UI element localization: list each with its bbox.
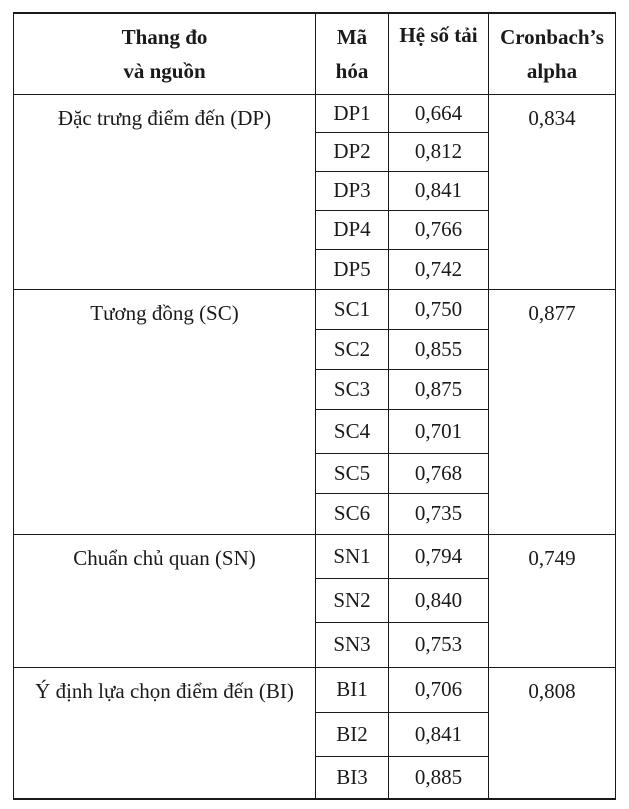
item-loading: 0,742 xyxy=(389,250,489,290)
item-loading: 0,768 xyxy=(389,454,489,494)
item-loading: 0,855 xyxy=(389,330,489,370)
table-row xyxy=(14,668,616,713)
scale-name: Đặc trưng điểm đến (DP) xyxy=(14,95,316,290)
item-code: SC1 xyxy=(316,290,389,330)
table-header xyxy=(14,13,616,95)
group-section xyxy=(14,668,616,799)
header-code-line1: Mã xyxy=(336,25,368,49)
item-loading: 0,701 xyxy=(389,410,489,454)
header-loading xyxy=(389,13,489,95)
item-loading: 0,664 xyxy=(389,95,489,133)
item-code: SC4 xyxy=(316,410,389,454)
header-code xyxy=(316,13,389,95)
table-row xyxy=(14,95,616,133)
item-loading: 0,750 xyxy=(389,290,489,330)
item-code: DP3 xyxy=(316,172,389,211)
cronbach-alpha: 0,877 xyxy=(489,290,616,535)
reliability-table xyxy=(13,12,616,800)
item-code: SN2 xyxy=(316,579,389,623)
group-section xyxy=(14,535,616,668)
item-code: SC5 xyxy=(316,454,389,494)
cronbach-alpha: 0,749 xyxy=(489,535,616,668)
item-code: DP2 xyxy=(316,133,389,172)
item-loading: 0,840 xyxy=(389,579,489,623)
header-alpha xyxy=(489,13,616,95)
group-section xyxy=(14,95,616,290)
item-loading: 0,794 xyxy=(389,535,489,579)
item-loading: 0,875 xyxy=(389,370,489,410)
table-row xyxy=(14,290,616,330)
item-code: SC3 xyxy=(316,370,389,410)
item-code: DP4 xyxy=(316,211,389,250)
item-code: BI3 xyxy=(316,757,389,799)
header-row xyxy=(14,13,616,95)
cronbach-alpha: 0,808 xyxy=(489,668,616,799)
header-alpha-line1: Cronbach’s xyxy=(500,25,604,49)
item-code: BI2 xyxy=(316,713,389,757)
item-loading: 0,735 xyxy=(389,494,489,535)
item-loading: 0,766 xyxy=(389,211,489,250)
header-loading-text: Hệ số tải xyxy=(399,23,478,47)
scale-name: Chuẩn chủ quan (SN) xyxy=(14,535,316,668)
item-loading: 0,753 xyxy=(389,623,489,668)
header-code-line2: hóa xyxy=(335,59,369,83)
cronbach-alpha: 0,834 xyxy=(489,95,616,290)
item-code: SN3 xyxy=(316,623,389,668)
table-row xyxy=(14,535,616,579)
header-scale-line2: và nguồn xyxy=(123,59,206,83)
item-code: DP1 xyxy=(316,95,389,133)
item-code: DP5 xyxy=(316,250,389,290)
header-scale xyxy=(14,13,316,95)
item-loading: 0,841 xyxy=(389,172,489,211)
group-section xyxy=(14,290,616,535)
item-loading: 0,841 xyxy=(389,713,489,757)
item-loading: 0,812 xyxy=(389,133,489,172)
header-alpha-line2: alpha xyxy=(526,59,578,83)
item-code: SN1 xyxy=(316,535,389,579)
scale-name: Ý định lựa chọn điểm đến (BI) xyxy=(14,668,316,799)
item-loading: 0,706 xyxy=(389,668,489,713)
item-code: SC2 xyxy=(316,330,389,370)
item-code: SC6 xyxy=(316,494,389,535)
item-code: BI1 xyxy=(316,668,389,713)
header-scale-line1: Thang đo xyxy=(121,25,208,49)
item-loading: 0,885 xyxy=(389,757,489,799)
scale-name: Tương đồng (SC) xyxy=(14,290,316,535)
